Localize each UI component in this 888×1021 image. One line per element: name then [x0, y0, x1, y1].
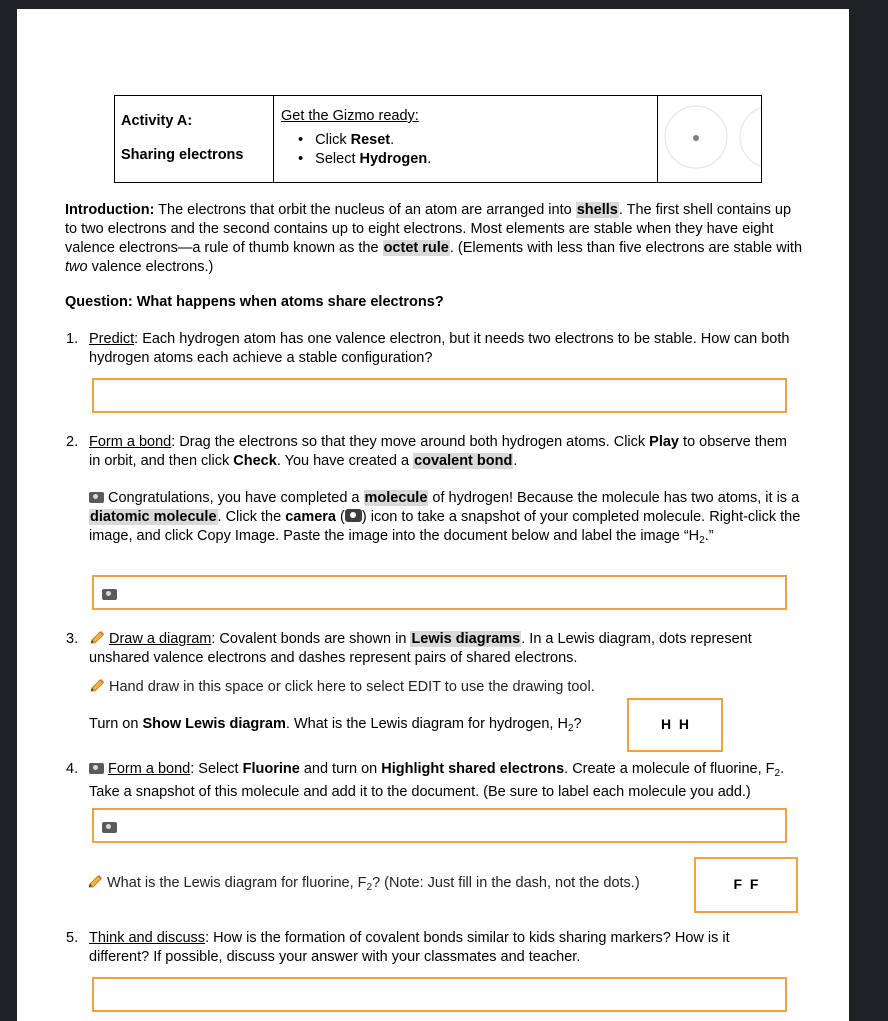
- q1-answer-box[interactable]: [92, 378, 787, 413]
- camera-icon: [102, 822, 117, 833]
- activity-subtitle: Sharing electrons: [121, 147, 244, 163]
- q4-lewis-answer-box[interactable]: [694, 857, 798, 913]
- pencil-icon: [89, 679, 105, 693]
- q3-text: Draw a diagram: Covalent bonds are shown in Lewis diagrams. In a Lewis diagram, dots represent unshared valence electrons and dashes represent pairs of shared electrons.: [89, 631, 752, 666]
- camera-icon: [89, 763, 104, 774]
- q4-text: Form a bond: Select Fluorine and turn on Highlight shared electrons. Create a molecule of fluorine, $F_2$. Take a snapshot of this molecule and add it to the document. (Be sure to label each molecule you add.): [89, 761, 785, 800]
- gizmo-image-cell: [658, 96, 762, 183]
- ready-steps: [298, 131, 650, 169]
- q5-number: 5.: [66, 930, 79, 946]
- q4-lewis-question: What is the Lewis diagram for fluorine, $F_2$? (Note: Just fill in the dash, not the dots.): [87, 874, 640, 897]
- activity-title-cell: [115, 96, 274, 183]
- gizmo-ready-cell: [274, 96, 658, 183]
- q4-number: 4.: [66, 761, 79, 777]
- activity-title: Activity A:: [121, 113, 193, 129]
- activity-table: [114, 95, 762, 183]
- q2-congratulations-text: Congratulations, you have completed a molecule of hydrogen! Because the molecule has two atoms, it is a diatomic molecule. Click the camera ( ) icon to take a snapshot of your completed molecule. Right-click the image, and click Copy Image. Paste the image into the document below and label the image “$H_2$.”: [89, 490, 801, 546]
- camera-button-icon: [345, 509, 362, 522]
- q3-lewis-question: Turn on Show Lewis diagram. What is the Lewis diagram for hydrogen, $H_2$?: [89, 716, 582, 734]
- q3-lewis-answer-box[interactable]: [627, 698, 723, 752]
- q1-number: 1.: [66, 331, 79, 347]
- q4-lewis-answer: F F: [733, 876, 759, 892]
- introduction-paragraph: Introduction: The electrons that orbit the nucleus of an atom are arranged into shells. The first shell contains up to two electrons and the second contains up to eight electrons. Most elements are stable when they have eight valence electrons—a rule of thumb known as the octet rule. (Elements with less than five electrons are stable with two valence electrons.): [65, 202, 803, 275]
- q2-snapshot-box[interactable]: [92, 575, 787, 610]
- q2-text: Form a bond: Drag the electrons so that they move around both hydrogen atoms. Click Play to observe them in orbit, and then click Check. You have created a covalent bond.: [89, 434, 788, 469]
- pencil-icon: [87, 875, 103, 889]
- question-heading: Question: What happens when atoms share electrons?: [65, 294, 444, 310]
- step-reset: • Click Reset.: [298, 132, 395, 148]
- step-hydrogen: • Select Hydrogen.: [298, 151, 432, 167]
- camera-icon: [102, 589, 117, 600]
- q3-number: 3.: [66, 631, 79, 647]
- q2-number: 2.: [66, 434, 79, 450]
- q4-snapshot-box[interactable]: [92, 808, 787, 843]
- q3-lewis-answer: H H: [661, 716, 689, 732]
- q1-text: Predict: Each hydrogen atom has one valence electron, but it needs two electrons to be stable. How can both hydrogen atoms each achieve a stable configuration?: [89, 331, 790, 366]
- pencil-icon: [89, 631, 105, 645]
- q3-hand-draw-hint[interactable]: Hand draw in this space or click here to select EDIT to use the drawing tool.: [89, 678, 595, 697]
- q5-answer-box[interactable]: [92, 977, 787, 1012]
- q5-text: Think and discuss: How is the formation of covalent bonds similar to kids sharing markers? How is it different? If possible, discuss your answer with your classmates and teacher.: [89, 930, 730, 965]
- atom-thumbnail-image: [658, 96, 761, 178]
- ready-heading: Get the Gizmo ready:: [281, 108, 419, 124]
- camera-icon: [89, 492, 104, 503]
- document-page: [17, 9, 849, 1021]
